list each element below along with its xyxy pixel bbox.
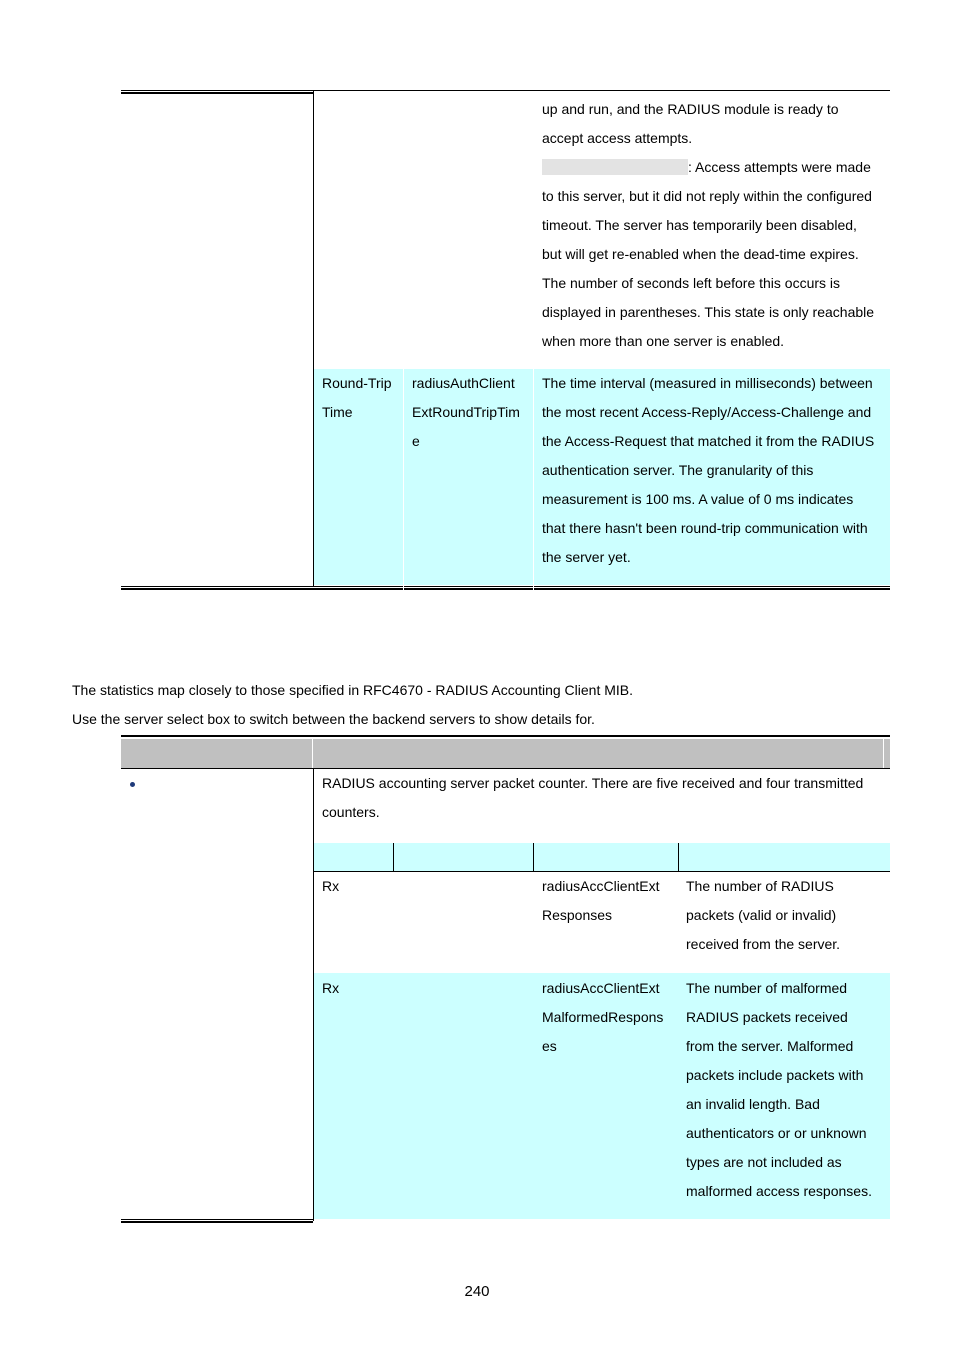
row-direction: Rx (322, 980, 340, 996)
table-top-border (121, 90, 890, 91)
description-line: displayed in parentheses. This state is only reachable (542, 304, 875, 320)
description-line: The number of seconds left before this occurs is (542, 275, 841, 291)
description-line: when more than one server is enabled. (542, 333, 785, 349)
description-line: timeout. The server has temporarily been disabled, (542, 217, 857, 233)
table-top-border-left (121, 92, 313, 94)
row-mib-object: radiusAccClientExt Responses (542, 878, 660, 923)
cell-gap (403, 369, 404, 585)
cell-gap (533, 369, 534, 585)
round-trip-name: Round-Trip Time (322, 375, 392, 420)
description-line: but will get re-enabled when the dead-time expires. (542, 246, 859, 262)
header-cell-gap (883, 739, 884, 768)
round-trip-mib-object: radiusAuthClient ExtRoundTripTim e (412, 375, 520, 449)
table-bottom-border-thick (121, 588, 890, 590)
description-line: to this server, but it did not reply within the configured (542, 188, 872, 204)
row-direction: Rx (322, 878, 340, 894)
section-intro (72, 676, 892, 734)
intro-paragraph: Use the server select box to switch between the backend servers to show details for. (72, 711, 595, 727)
nested-header-divider (393, 843, 394, 871)
nested-header-divider (533, 843, 534, 871)
row-description: The number of RADIUS packets (valid or invalid) received from the server. (686, 878, 841, 952)
table-top-border (121, 735, 890, 737)
cell-gap (403, 586, 404, 590)
description-line: up and run, and the RADIUS module is ready to (542, 101, 839, 117)
intro-paragraph: The statistics map closely to those specified in RFC4670 - RADIUS Accounting Client MIB. (72, 682, 634, 698)
table-header-row (121, 739, 890, 768)
table-bottom-border (121, 1219, 313, 1220)
cell-gap (533, 586, 534, 590)
packet-counters-description: RADIUS accounting server packet counter. There are five received and four transmitted counters. (322, 775, 864, 820)
round-trip-description: The time interval (measured in milliseconds) between the most recent Access-Reply/Access-Challenge and the Access-Request that matched it from the RADIUS authentication server. The granularity of this measurement is 100 ms. A value of 0 ms indicates that there hasn't been round-trip communication with the server yet. (542, 375, 875, 565)
row-mib-object: radiusAccClientExt MalformedRespons es (542, 980, 664, 1054)
status-description (542, 95, 887, 356)
description-line: accept access attempts. (542, 130, 693, 146)
nested-table-header (314, 843, 890, 871)
header-cell-gap (312, 739, 313, 768)
dead-state-line: : Access attempts were made (542, 153, 887, 182)
table-bottom-border (121, 586, 890, 587)
bullet-icon (130, 782, 135, 787)
nested-header-divider (678, 843, 679, 871)
table-bottom-border-thick (121, 1221, 313, 1223)
page-number: 240 (464, 1283, 490, 1300)
redacted-state-label (542, 159, 688, 175)
row-description: The number of malformed RADIUS packets received from the server. Malformed packets include packets with an invalid length. Bad authenticators or or unknown types are not included as malformed access responses. (686, 980, 872, 1199)
